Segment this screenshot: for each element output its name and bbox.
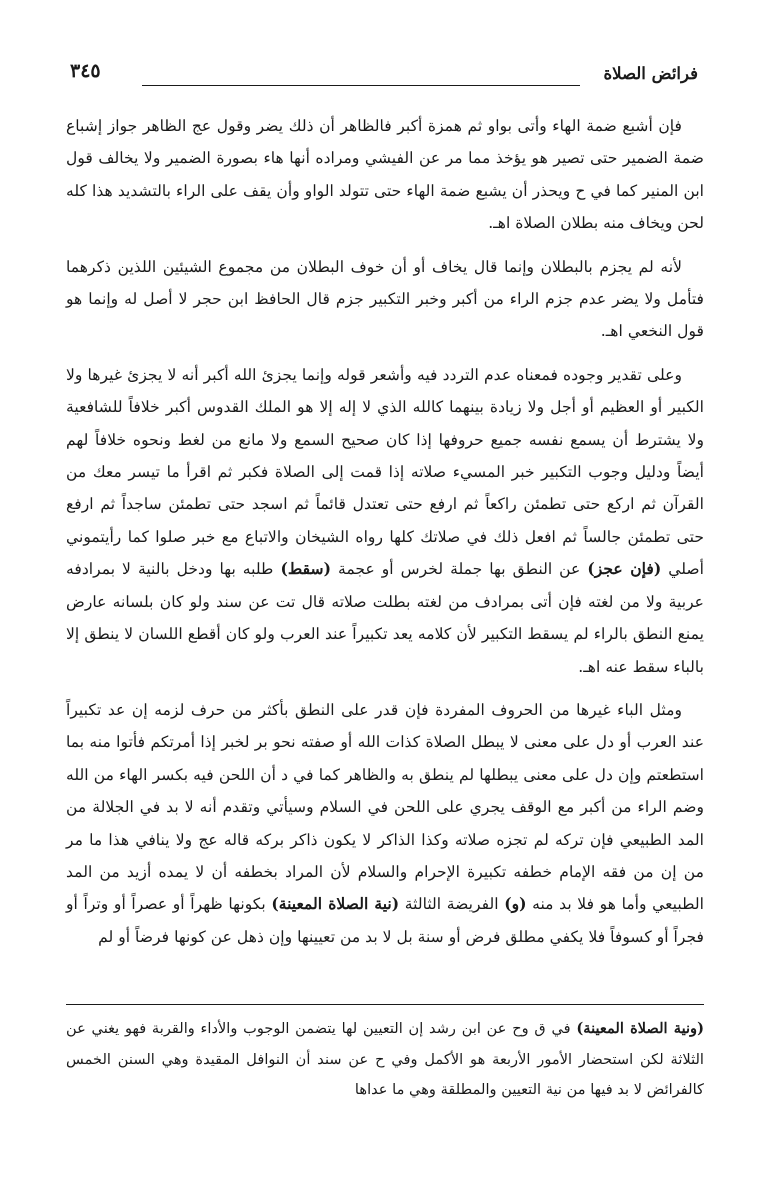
footnote-term: (ونية الصلاة المعينة) [576, 1020, 704, 1037]
matn-term: (و) [504, 894, 527, 914]
footnote: (ونية الصلاة المعينة) في ق وح عن ابن رشد إن التعيين لها يتضمن الوجوب والأداء والقربة فهو يغني عن الثلاثة لكن استحضار الأمور الأربعة هو الأكمل وفي ح عن سند أن النوافل المقيدة وهي السنن الخمس كالفرائض لا بد فيها من نية التعيين والمطلقة وهي ما عداها [66, 1020, 704, 1098]
matn-term: (سقط) [280, 559, 331, 579]
page-number: ٣٤٥ [70, 60, 101, 82]
footnote-separator [66, 1004, 704, 1005]
chapter-title: فرائض الصلاة [603, 64, 698, 83]
paragraph: فإن أشبع ضمة الهاء وأتى بواو ثم همزة أكبر فالظاهر أن ذلك يضر وقول عج الظاهر جواز إشباع ضمة الضمير حتى تصير هو يؤخذ مما مر عن الفيشي ومراده أنها هاء بصورة الضمير ولا يخالف قول ابن المنير كما في ح ويحذر أن يشبع ضمة الهاء حتى تتولد الواو وأن يقف على الراء بالتشديد هذا كله لحن ويخاف منه بطلان الصلاة اهـ. [66, 117, 704, 233]
running-header [70, 56, 698, 96]
main-text [66, 110, 704, 964]
paragraph: لأنه لم يجزم بالبطلان وإنما قال يخاف أو أن خوف البطلان من مجموع الشيئين اللذين ذكرهما فتأمل ولا يضر عدم جزم الراء من أكبر وخبر التكبير جزم قال الحافظ ابن حجر لا أصل له وإنما هو قول النخعي اهـ. [66, 257, 704, 341]
paragraph: ومثل الباء غيرها من الحروف المفردة فإن قدر على النطق بأكثر من حرف لزمه إن عد تكبيراً عند العرب أو دل على معنى لا يبطل الصلاة كذات الله أو صفته نحو بر لخبر إذا أمرتكم فأتوا منه بما استطعتم وإن دل على معنى يبطلها لم ينطق به والظاهر كما في د أن اللحن فيه بكسر الهاء من الله وضم الراء من أكبر مع الوقف يجري على اللحن في السلام وسيأتي وتقدم أنه لا بد في الجلالة من المد الطبيعي فإن تركه لم تجزه صلاته وكذا الذاكر لا يكون ذاكر بركه قاله عج ولا ينافي هذا ما مر من إن من فقه الإمام خطفه تكبيرة الإحرام والسلام لأن المراد بخطفه أن لا يمده أزيد من المد الطبيعي وأما هو فلا بد منه (و) الفريضة الثالثة (نية الصلاة المعينة) بكونها ظهراً أو عصراً أو وتراً أو فجراً أو كسوفاً فلا يكفي مطلق فرض أو سنة بل لا بد من تعيينها وإن ذهل عن كونها فرضاً أو لم [66, 700, 704, 946]
paragraph: وعلى تقدير وجوده فمعناه عدم التردد فيه وأشعر قوله وإنما يجزئ الله أكبر أنه لا يجزئ غيرها ولا الكبير أو العظيم أو أجل ولا زيادة بينهما كالله الذي لا إله إلا هو الملك القدوس أكبر خلافاً للشافعية ولا يشترط أن يسمع نفسه جميع حروفها إذا كان صحيح السمع ولا مانع من لغط ونحوه خلافاً لهم أيضاً ودليل وجوب التكبير خبر المسيء صلاته إذا قمت إلى الصلاة فكبر ثم اقرأ ما تيسر معك من القرآن ثم اركع حتى تطمئن راكعاً ثم ارفع حتى تعتدل قائماً ثم اسجد حتى تطمئن ساجداً ثم ارفع حتى تطمئن جالساً ثم افعل ذلك في صلاتك كلها رواه الشيخان والاتباع مع خبر صلوا كما رأيتموني أصلي (فإن عجز) عن النطق بها جملة لخرس أو عجمة (سقط) طلبه بها ودخل بالنية لا بمرادفه عربية ولا من لغته فإن أتى بمرادف من لغته بطلت صلاته قال تت عن سند ولو كان بلسانه عارض يمنع النطق بالراء لم يسقط التكبير لأن كلامه يعد تكبيراً عند العرب ولو كان أقطع اللسان لا ينطق إلا بالباء سقط عنه اهـ. [66, 365, 704, 676]
matn-term: (نية الصلاة المعينة) [271, 894, 400, 914]
matn-term: (فإن عجز) [587, 559, 662, 579]
header-rule [142, 85, 580, 86]
